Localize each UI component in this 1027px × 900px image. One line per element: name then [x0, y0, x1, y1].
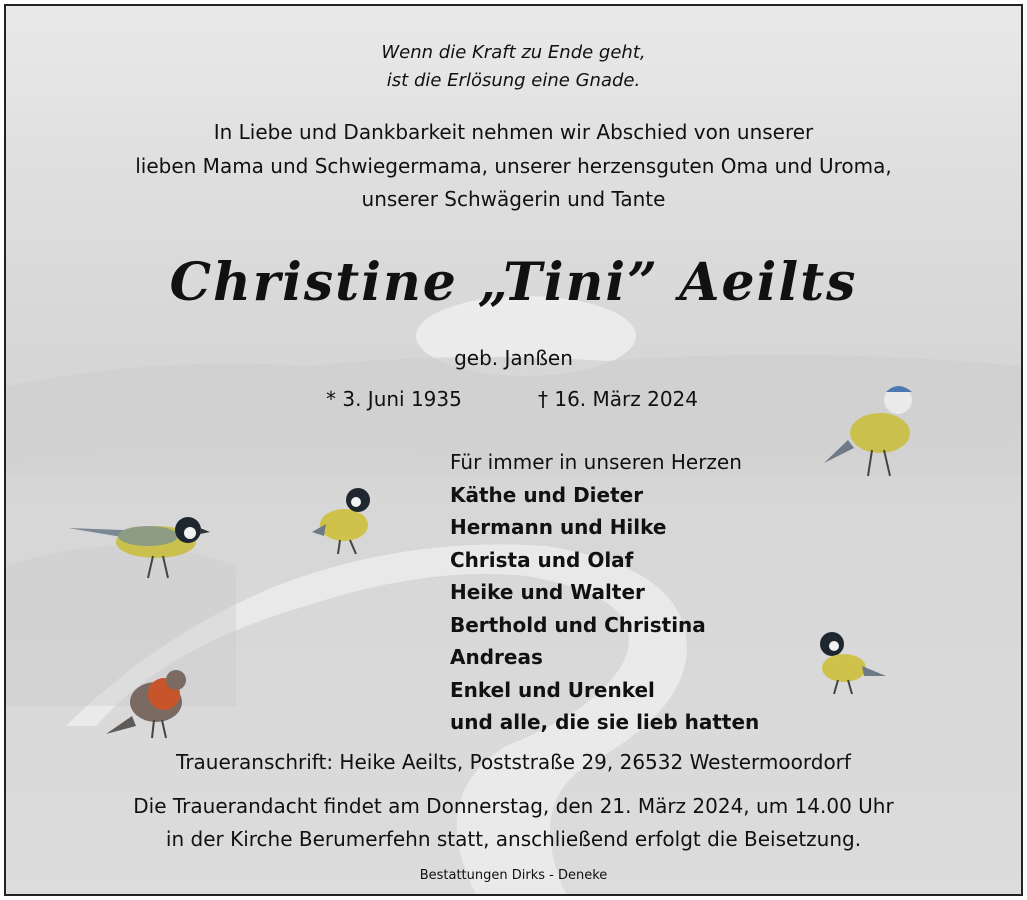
deceased-name: Christine „Tini” Aeilts — [169, 252, 858, 313]
funeral-home: Bestattungen Dirks - Deneke — [419, 868, 608, 883]
motto-line-2: ist die Erlösung eine Gnade. — [386, 70, 641, 91]
mourner-name: und alle, die sie lieb hatten — [450, 710, 760, 734]
great-tit-bird-icon — [68, 508, 218, 588]
intro-line-1: In Liebe und Dankbarkeit nehmen wir Abschied von unserer — [213, 120, 814, 144]
mourner-name: Enkel und Urenkel — [450, 677, 655, 702]
intro-line-2: lieben Mama und Schwiegermama, unserer herzensguten Oma und Uroma, — [135, 154, 892, 178]
mourner-name: Heike und Walter — [450, 580, 645, 604]
mourner-name: Andreas — [450, 645, 543, 669]
death-date: † 16. März 2024 — [538, 387, 699, 411]
obituary-notice — [4, 4, 1023, 896]
closing-phrase: Für immer in unseren Herzen — [450, 450, 742, 474]
great-tit-bird-icon — [304, 480, 384, 560]
mourning-address: Traueranschrift: Heike Aeilts, Poststraße 29, 26532 Westermoordorf — [176, 750, 851, 774]
mourners-list — [450, 446, 850, 739]
birth-date: * 3. Juni 1935 — [326, 387, 462, 411]
mourner-name: Hermann und Hilke — [450, 515, 667, 539]
mourner-name: Berthold und Christina — [450, 612, 706, 637]
birth-name: geb. Janßen — [454, 346, 573, 370]
robin-bird-icon — [106, 660, 196, 740]
intro-line-3: unserer Schwägerin und Tante — [361, 187, 666, 211]
service-line-2: in der Kirche Berumerfehn statt, anschließend erfolgt die Beisetzung. — [165, 827, 862, 851]
motto-line-1: Wenn die Kraft zu Ende geht, — [381, 42, 646, 63]
mourner-name: Käthe und Dieter — [450, 482, 644, 507]
service-line-1: Die Trauerandacht findet am Donnerstag, den 21. März 2024, um 14.00 Uhr — [133, 794, 894, 818]
mourner-name: Christa und Olaf — [450, 547, 634, 572]
